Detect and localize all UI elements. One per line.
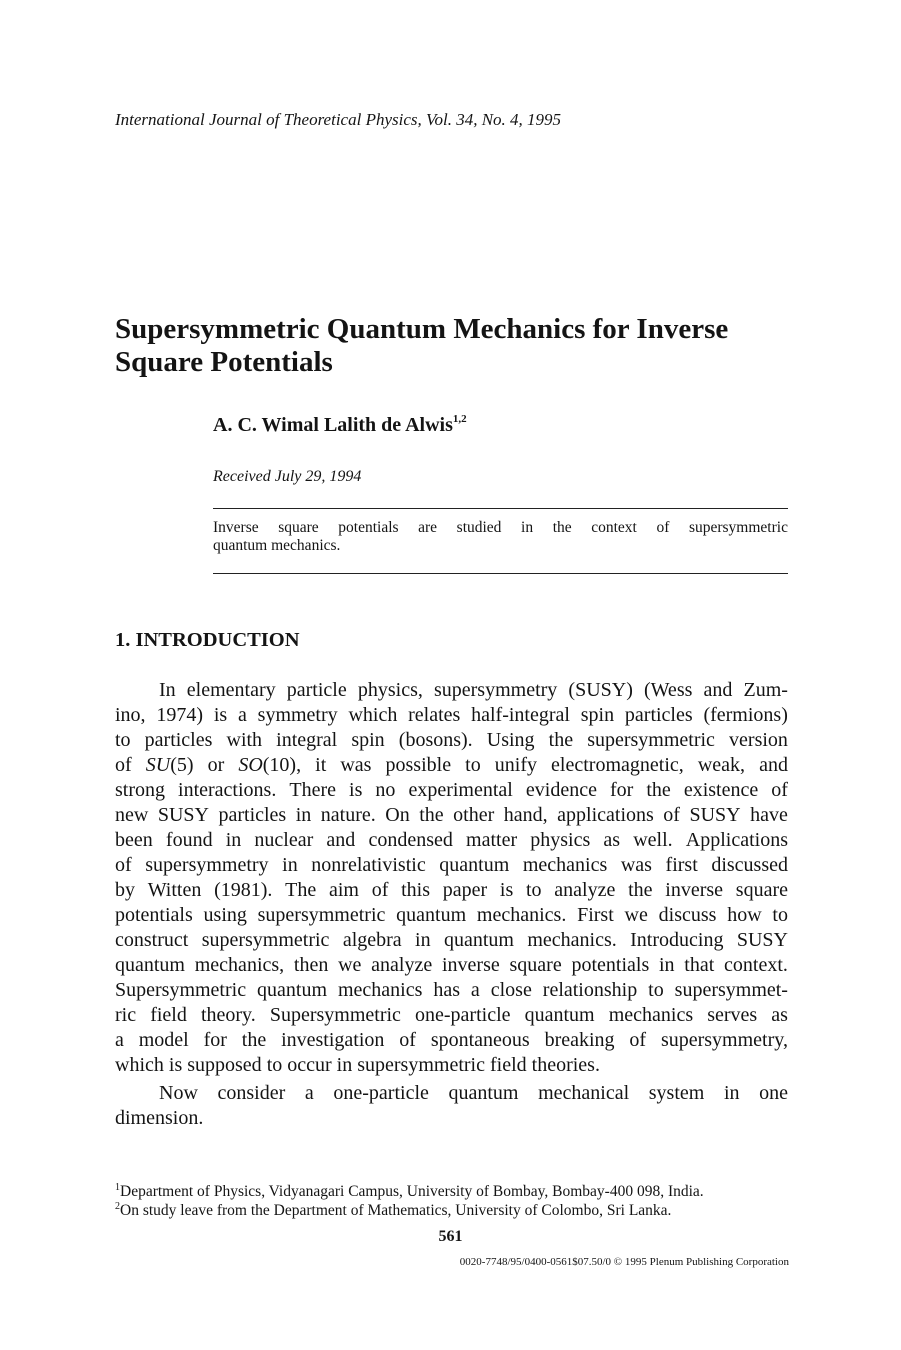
word: particles <box>144 729 213 751</box>
paragraph-line <box>115 978 788 1003</box>
abstract-word: of <box>656 519 670 536</box>
paragraph-line <box>115 1106 788 1131</box>
word: (fermions) <box>703 704 788 726</box>
word: Using <box>486 729 535 751</box>
word: Applications <box>685 829 788 851</box>
word: found <box>165 829 213 851</box>
word: quantum <box>257 979 328 1001</box>
footnote-1-text: Department of Physics, Vidyanagari Campus, University of Bombay, Bombay-400 098, India. <box>120 1183 704 1200</box>
word: to <box>266 1054 283 1076</box>
abstract-word: context <box>591 519 637 536</box>
word: serves <box>707 1004 758 1026</box>
abstract <box>213 519 788 555</box>
word: in <box>658 954 675 976</box>
word: breaking <box>544 1029 615 1051</box>
word: then <box>293 954 329 976</box>
word: evidence <box>525 779 597 801</box>
word: inverse <box>665 879 724 901</box>
paragraph-line <box>115 1081 788 1106</box>
word: Supersymmetric <box>115 979 247 1001</box>
word: (Wess <box>644 679 693 701</box>
paragraph-line <box>115 928 788 953</box>
word: other <box>453 804 495 826</box>
word: this <box>401 879 431 901</box>
word: was <box>340 754 372 776</box>
word: relates <box>408 704 461 726</box>
paragraph-line <box>115 1053 788 1078</box>
word: version <box>729 729 788 751</box>
word: investigation <box>281 1029 385 1051</box>
word: SUSY <box>736 929 788 951</box>
word: to <box>115 729 131 751</box>
word: supersymmetry <box>433 679 558 701</box>
paragraph-line <box>115 828 788 853</box>
word: square <box>735 879 788 901</box>
word: relationship <box>542 979 638 1001</box>
word: in <box>225 829 242 851</box>
word: is <box>349 779 363 801</box>
paragraph-line <box>115 903 788 928</box>
word: potentials <box>115 904 193 926</box>
page-number: 561 <box>438 1228 463 1245</box>
word: that <box>684 954 715 976</box>
paragraph-line <box>115 778 788 803</box>
word: physics, <box>357 679 423 701</box>
word: discuss <box>658 904 717 926</box>
word: square <box>509 954 562 976</box>
word: Zum- <box>743 679 788 701</box>
word: field <box>150 1004 187 1026</box>
paragraph-line <box>115 803 788 828</box>
word: supersymmetric <box>201 929 330 951</box>
word: to <box>772 904 788 926</box>
abstract-word: studied <box>456 519 502 536</box>
paragraph-line <box>115 853 788 878</box>
word: of <box>371 879 389 901</box>
word: is <box>168 1054 183 1076</box>
word: the <box>548 729 574 751</box>
received-date: Received July 29, 1994 <box>213 468 362 485</box>
word: physics <box>530 829 591 851</box>
word: in <box>415 929 431 951</box>
author <box>213 413 467 437</box>
word: supersymmetry, <box>660 1029 788 1051</box>
footnote-2-text: On study leave from the Department of Mathematics, University of Colombo, Sri Lanka. <box>120 1202 672 1219</box>
word: we <box>624 904 648 926</box>
paper-title <box>115 313 795 379</box>
copyright-line: 0020-7748/95/0400-0561$07.50/0 © 1995 Plenum Publishing Corporation <box>459 1256 789 1268</box>
word: for <box>203 1029 227 1051</box>
abstract-bottom-rule <box>213 573 788 574</box>
word: to <box>526 879 542 901</box>
word: (1981). <box>214 879 273 901</box>
word: been <box>115 829 153 851</box>
word: it <box>315 754 327 776</box>
word: possible <box>385 754 452 776</box>
paragraph-line <box>115 878 788 903</box>
word: close <box>490 979 532 1001</box>
word: supersymmetric <box>587 729 715 751</box>
word: in <box>723 1082 740 1104</box>
word: is <box>499 879 514 901</box>
word: SUSY <box>157 804 209 826</box>
footnote-2 <box>115 1197 790 1220</box>
word: which <box>115 1054 164 1076</box>
word: electromagnetic, <box>551 754 684 776</box>
journal-header: International Journal of Theoretical Physics, Vol. 34, No. 4, 1995 <box>115 110 562 129</box>
word: discussed <box>711 854 788 876</box>
word: nature. <box>320 804 376 826</box>
word: one-particle <box>333 1082 429 1104</box>
word: particles <box>218 804 287 826</box>
word: There <box>289 779 337 801</box>
word: and <box>759 754 788 776</box>
word: context. <box>724 954 788 976</box>
word: inverse <box>442 954 500 976</box>
abstract-line-2: quantum mechanics. <box>213 537 341 554</box>
word: algebra <box>342 929 402 951</box>
word: quantum <box>443 929 514 951</box>
word: and <box>703 679 733 701</box>
introduction-paragraph-2 <box>115 1081 788 1131</box>
word: aim <box>328 879 359 901</box>
word: supersymmetric <box>357 1054 485 1076</box>
word: strong <box>115 779 165 801</box>
paragraph-line <box>115 728 788 753</box>
abstract-word: the <box>552 519 572 536</box>
footnote-1-mark: 1 <box>115 1182 120 1193</box>
word: of <box>399 1029 416 1051</box>
abstract-word: are <box>418 519 438 536</box>
word: of <box>115 754 132 776</box>
paragraph-line <box>115 1003 788 1028</box>
word: quantum <box>439 854 510 876</box>
paragraph-line <box>115 703 788 728</box>
word: we <box>338 954 362 976</box>
word: supersymmetric <box>257 904 386 926</box>
word: symmetry <box>257 704 338 726</box>
word: weak, <box>697 754 746 776</box>
word: On <box>385 804 410 826</box>
footnote-2-mark: 2 <box>115 1201 120 1212</box>
abstract-word: potentials <box>338 519 399 536</box>
paragraph-line <box>115 953 788 978</box>
word: system <box>648 1082 705 1104</box>
word: nuclear <box>254 829 314 851</box>
word: Introducing <box>630 929 724 951</box>
word: or <box>207 754 225 776</box>
word: a <box>304 1082 314 1104</box>
word: a <box>115 1029 124 1051</box>
word: of <box>771 779 788 801</box>
word: First <box>577 904 614 926</box>
abstract-word: supersymmetric <box>688 519 788 536</box>
word: hand, <box>503 804 548 826</box>
word: has <box>433 979 460 1001</box>
word: spin <box>580 704 615 726</box>
word: in <box>336 1054 353 1076</box>
abstract-word: in <box>521 519 534 536</box>
word: (SUSY) <box>568 679 633 701</box>
word: mechanics <box>608 1004 694 1026</box>
word: nonrelativistic <box>311 854 426 876</box>
word: quantum <box>115 954 185 976</box>
word: (bosons). <box>398 729 473 751</box>
word: in <box>282 854 298 876</box>
word: paper <box>442 879 488 901</box>
word: of <box>663 804 680 826</box>
word: experimental <box>408 779 513 801</box>
word: spin <box>351 729 385 751</box>
word: a <box>470 979 480 1001</box>
abstract-word: Inverse <box>213 519 259 536</box>
word: was <box>620 854 652 876</box>
word: supersymmetry <box>145 854 269 876</box>
word: to <box>465 754 481 776</box>
author-name: A. C. Wimal Lalith de Alwis <box>213 414 453 436</box>
word: SUSY <box>689 804 741 826</box>
word: dimension. <box>115 1107 204 1129</box>
word: 1974) <box>156 704 204 726</box>
word: the <box>419 804 444 826</box>
word: supposed <box>187 1054 262 1076</box>
word: half-integral <box>471 704 570 726</box>
word: using <box>203 904 247 926</box>
word: integral <box>276 729 338 751</box>
word: condensed <box>368 829 453 851</box>
paragraph-line <box>115 753 788 778</box>
word: SU(5) <box>145 754 194 776</box>
paragraph-line <box>115 1028 788 1053</box>
word: spontaneous <box>430 1029 530 1051</box>
word: one <box>759 1082 788 1104</box>
word: mechanics. <box>527 929 617 951</box>
word: Supersymmetric <box>269 1004 401 1026</box>
word: particle <box>286 679 347 701</box>
word: The <box>285 879 317 901</box>
word: applications <box>557 804 654 826</box>
word: Now <box>159 1082 198 1104</box>
title-line-1: Supersymmetric Quantum Mechanics for Inverse <box>115 313 729 345</box>
word: mechanics, <box>194 954 285 976</box>
word: by <box>115 879 135 901</box>
word: analyze <box>554 879 616 901</box>
word: supersymmet- <box>674 979 788 1001</box>
word: theories. <box>531 1054 600 1076</box>
word: mechanics. <box>476 904 567 926</box>
word: Witten <box>147 879 202 901</box>
word: interactions. <box>178 779 277 801</box>
author-affiliation-marks: 1,2 <box>452 413 467 425</box>
paragraph-line <box>115 678 788 703</box>
word: the <box>646 779 671 801</box>
word: mechanics <box>522 854 608 876</box>
section-heading: 1. INTRODUCTION <box>115 629 300 651</box>
title-line-2: Square Potentials <box>115 346 333 378</box>
word: quantum <box>396 904 467 926</box>
word: as <box>771 1004 788 1026</box>
word: mechanics <box>337 979 423 1001</box>
word: consider <box>217 1082 286 1104</box>
word: construct <box>115 929 189 951</box>
word: well. <box>633 829 673 851</box>
word: theory. <box>200 1004 256 1026</box>
word: and <box>326 829 356 851</box>
word: a <box>237 704 247 726</box>
word: SO(10), <box>238 754 302 776</box>
word: which <box>348 704 398 726</box>
word: the <box>628 879 653 901</box>
word: analyze <box>371 954 433 976</box>
word: for <box>610 779 634 801</box>
word: how <box>727 904 762 926</box>
word: quantum <box>448 1082 519 1104</box>
word: unify <box>494 754 537 776</box>
word: the <box>241 1029 267 1051</box>
word: with <box>226 729 263 751</box>
abstract-word: square <box>278 519 319 536</box>
word: of <box>115 854 132 876</box>
introduction-paragraph-1 <box>115 678 788 1078</box>
word: field <box>489 1054 527 1076</box>
word: existence <box>683 779 759 801</box>
word: elementary <box>186 679 276 701</box>
abstract-line-1 <box>213 519 788 537</box>
word: have <box>750 804 788 826</box>
word: potentials <box>571 954 650 976</box>
word: quantum <box>524 1004 595 1026</box>
word: matter <box>466 829 518 851</box>
word: mechanical <box>538 1082 630 1104</box>
word: In <box>159 679 176 701</box>
word: in <box>295 804 312 826</box>
word: of <box>629 1029 647 1051</box>
word: model <box>138 1029 189 1051</box>
word: no <box>375 779 396 801</box>
word: ino, <box>115 704 146 726</box>
word: particles <box>624 704 693 726</box>
word: ric <box>115 1004 137 1026</box>
word: one-particle <box>415 1004 511 1026</box>
word: as <box>603 829 621 851</box>
word: to <box>648 979 664 1001</box>
word: is <box>213 704 228 726</box>
word: occur <box>287 1054 332 1076</box>
word: first <box>665 854 698 876</box>
word: new <box>115 804 149 826</box>
abstract-top-rule <box>213 508 788 509</box>
